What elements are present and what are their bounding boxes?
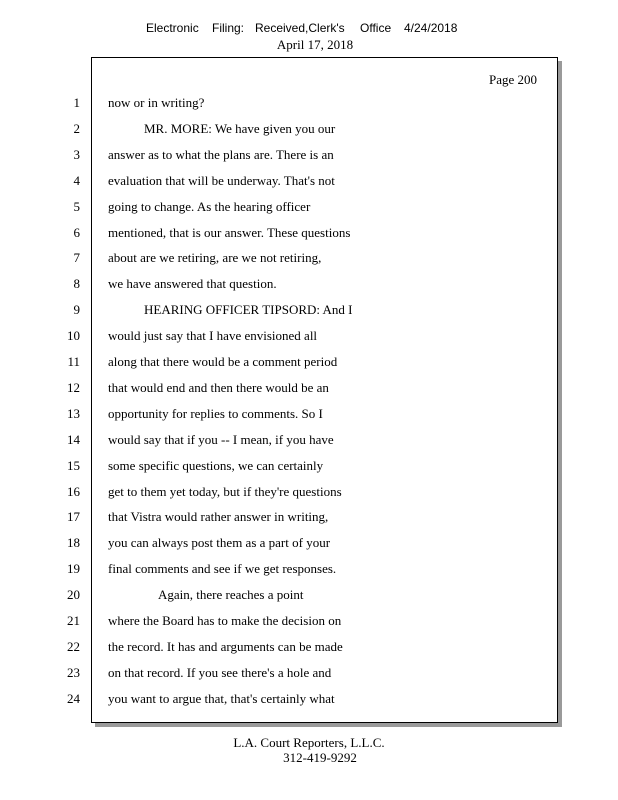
line-number: 24 (67, 690, 80, 706)
line-text: evaluation that will be underway. That's not (108, 172, 335, 188)
transcript-line (0, 665, 618, 691)
reporter-phone: 312-419-9292 (283, 750, 357, 765)
line-text: HEARING OFFICER TIPSORD: And I (144, 302, 353, 318)
filing-stamp (0, 21, 618, 37)
line-text: now or in writing? (108, 95, 205, 110)
line-number: 11 (67, 354, 80, 369)
line-text: where the Board has to make the decision on (108, 613, 342, 628)
transcript-line (0, 328, 618, 354)
line-text: get to them yet today, but if they're questions (108, 483, 342, 499)
line-text: opportunity for replies to comments. So I (108, 405, 323, 421)
transcript-line (0, 354, 618, 380)
line-number: 23 (67, 664, 80, 680)
transcript-line (0, 250, 618, 276)
filing-stamp-label-filing: Filing: (212, 21, 245, 35)
line-number: 2 (73, 120, 80, 136)
line-text: MR. MORE: We have given you our (144, 120, 336, 136)
transcript-line (0, 613, 618, 639)
line-text: mentioned, that is our answer. These questions (108, 224, 351, 240)
hearing-date: April 17, 2018 (276, 37, 354, 52)
transcript-line (0, 302, 618, 328)
transcript-line (0, 406, 618, 432)
line-text: on that record. If you see there's a hole and (108, 664, 332, 680)
line-number: 16 (67, 483, 80, 499)
line-text: answer as to what the plans are. There is an (108, 146, 334, 162)
line-number: 21 (67, 613, 80, 628)
transcript-line (0, 95, 618, 121)
transcript-line (0, 691, 618, 717)
line-number: 3 (73, 146, 80, 162)
transcript-line (0, 484, 618, 510)
line-text: Again, there reaches a point (158, 587, 304, 603)
transcript-line (0, 432, 618, 458)
transcript-line (0, 587, 618, 613)
line-text: that would end and then there would be an (108, 379, 329, 395)
page-number: Page 200 (488, 72, 537, 87)
line-text: about are we retiring, are we not retiring, (108, 250, 322, 266)
line-text: along that there would be a comment period (108, 354, 338, 369)
line-number: 15 (67, 457, 80, 473)
line-text: would say that if you -- I mean, if you have (108, 431, 334, 447)
line-number: 1 (73, 95, 80, 110)
transcript-line (0, 535, 618, 561)
transcript-line (0, 225, 618, 251)
line-number: 13 (67, 405, 80, 421)
transcript-line (0, 561, 618, 587)
filing-stamp-label-received: Received,Clerk's (255, 21, 345, 35)
line-text: the record. It has and arguments can be made (108, 638, 343, 654)
transcript-line (0, 276, 618, 302)
line-text: you want to argue that, that's certainly what (108, 690, 335, 706)
reporter-company: L.A. Court Reporters, L.L.C. (233, 735, 385, 750)
transcript-line (0, 509, 618, 535)
line-text: going to change. As the hearing officer (108, 198, 311, 214)
line-number: 4 (73, 172, 80, 188)
line-number: 17 (67, 509, 80, 525)
line-number: 9 (73, 302, 80, 318)
transcript-line (0, 173, 618, 199)
line-number: 10 (67, 328, 80, 344)
line-number: 18 (67, 535, 80, 551)
line-number: 22 (67, 638, 80, 654)
line-text: we have answered that question. (108, 276, 277, 292)
filing-stamp-label-office: Office (360, 21, 392, 35)
line-number: 6 (73, 224, 80, 240)
transcript-line (0, 121, 618, 147)
line-number: 19 (67, 561, 80, 577)
line-number: 7 (73, 250, 80, 266)
line-text: that Vistra would rather answer in writing, (108, 509, 329, 525)
line-text: you can always post them as a part of your (108, 535, 331, 551)
filing-stamp-date: 4/24/2018 (404, 21, 458, 35)
line-number: 14 (67, 431, 80, 447)
transcript-line (0, 380, 618, 406)
filing-stamp-label-electronic: Electronic (146, 21, 199, 35)
transcript-line (0, 199, 618, 225)
transcript-line (0, 147, 618, 173)
line-text: final comments and see if we get responses. (108, 561, 337, 577)
line-number: 20 (67, 587, 80, 603)
transcript-line (0, 639, 618, 665)
transcript-line (0, 458, 618, 484)
line-number: 8 (73, 276, 80, 292)
line-number: 12 (67, 379, 80, 395)
line-text: some specific questions, we can certainly (108, 457, 324, 473)
line-number: 5 (73, 198, 80, 214)
line-text: would just say that I have envisioned all (108, 328, 318, 344)
